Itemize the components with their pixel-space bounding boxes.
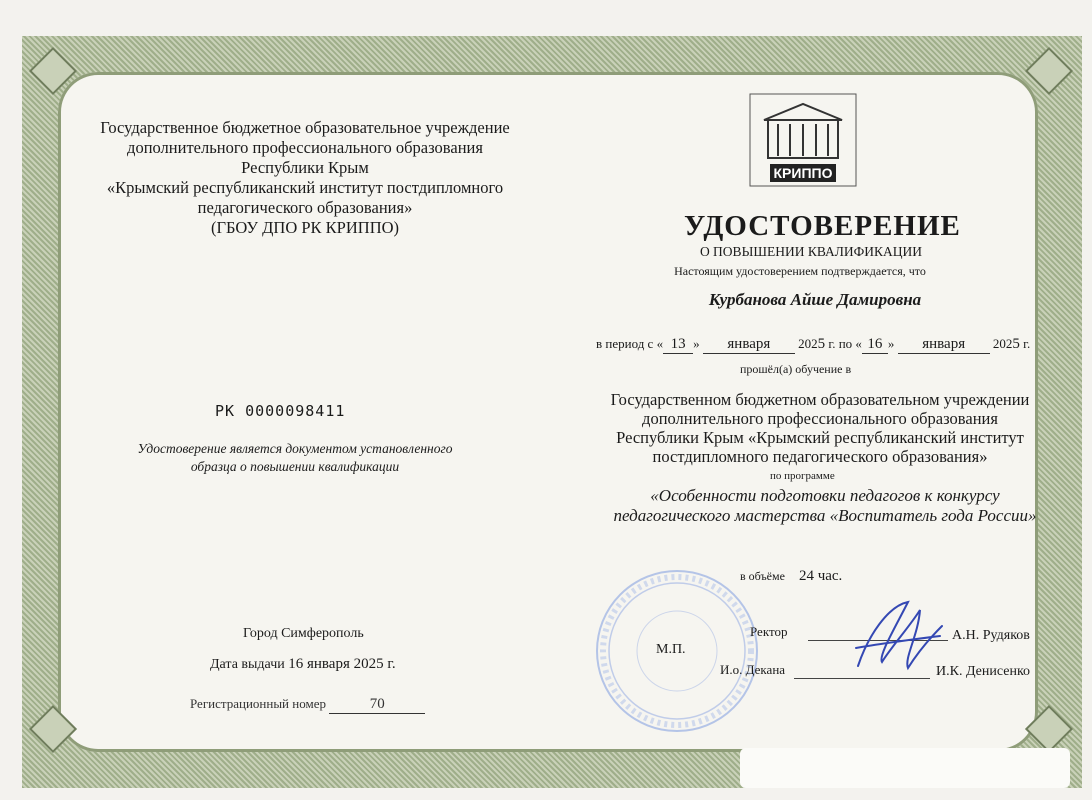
holder-name: Курбанова Айше Дамировна [708,290,922,309]
issue-date-value: 16 января 2025 г. [288,656,396,672]
start-day: 13 [663,336,693,354]
rector-name: А.Н. Рудяков [952,628,1030,643]
document-title: УДОСТОВЕРЕНИЕ [684,210,961,242]
training-period: в период с « 13 » января 2025 г. по « 16 » января 2025 г. [596,336,1031,352]
registration-row [190,696,425,714]
document-note: Удостоверение является документом установленного образца о повышении квалификации [137,441,453,474]
issuer-organization: Государственное бюджетное образовательное учреждение дополнительного профессионального образования Республики Крым «Крымский республиканский институт постдипломного педагогического образования» (ГБОУ ДПО РК КРИППО) [100,118,510,237]
end-day: 16 [862,336,888,354]
dean-label: И.о. Декана [720,662,786,677]
document-subtitle: О ПОВЫШЕНИИ КВАЛИФИКАЦИИ [699,244,923,259]
stamp-place-label: М.П. [656,642,686,657]
end-year-digit: 5 [1012,336,1020,352]
city: Город Симферополь [243,626,364,641]
serial-number: РК 0000098411 [215,402,346,420]
issue-date-row [210,656,396,673]
registration-number: 70 [329,696,425,714]
end-month: января [898,336,990,354]
passed-training-text: прошёл(а) обучение в [740,362,852,376]
confirmation-text: Настоящим удостоверением подтверждается, что [674,264,926,278]
training-organization: Государственном бюджетном образовательном учреждении дополнительного профессионального образования Республики Крым «Крымский республиканский институт постдипломного педагогического образования» [610,390,1030,466]
program-title: «Особенности подготовки педагогов к конкурсу педагогического мастерства «Воспитатель года России» [613,486,1037,525]
dean-name: И.К. Денисенко [936,664,1031,679]
blank-area [740,748,1070,788]
start-month: января [703,336,795,354]
rector-label: Ректор [750,624,788,639]
logo-text: КРИППО [773,165,833,181]
krippo-logo [744,90,862,190]
registration-label: Регистрационный номер [190,696,326,711]
start-year-digit: 5 [817,336,826,352]
volume-value: 24 час. [798,568,843,584]
by-program-label: по программе [770,470,835,482]
volume-label: в объёме [740,569,785,583]
handwritten-signature [848,596,948,680]
issue-date-label: Дата выдачи [210,657,285,672]
